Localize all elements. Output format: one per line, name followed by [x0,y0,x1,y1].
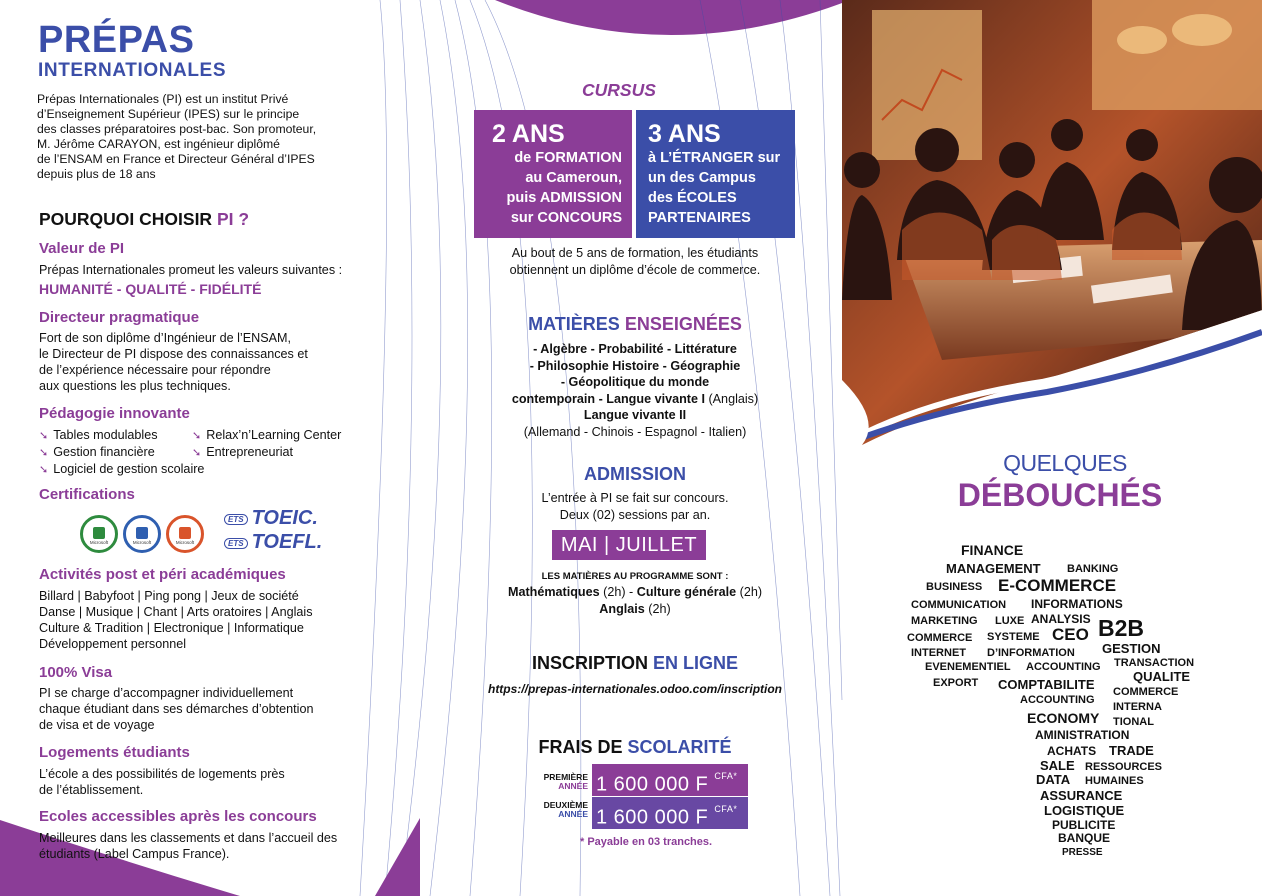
matiere-line: - Géopolitique du monde [560,375,710,389]
word-cloud-item: PUBLICITE [1052,818,1116,832]
programme-line [460,601,810,618]
programme-title: LES MATIÈRES AU PROGRAMME SONT : [541,571,729,582]
toeic-logo [224,507,318,530]
word-cloud-item: ASSURANCE [1040,788,1123,803]
debouches-title-1: QUELQUES [1003,450,1127,476]
logements-text [39,766,379,798]
box1-line: au Cameroun, [525,170,622,186]
word-cloud-item: INTERNA [1113,701,1162,713]
arrow-icon: ➘ [192,447,202,459]
directeur-text [39,330,359,394]
brand-title: PRÉPAS [38,19,195,61]
word-cloud-item: TIONAL [1113,716,1154,728]
word-cloud-item: DATA [1036,772,1071,787]
box2-line: à L’ÉTRANGER sur [648,150,781,166]
word-cloud-item: COMMERCE [907,632,973,644]
word-cloud-item: RESSOURCES [1085,761,1163,773]
toefl-logo [224,531,322,554]
cursus-box-3-ans [636,110,795,238]
word-cloud-item: EXPORT [933,677,979,689]
inscription-title-2: EN LIGNE [653,653,739,673]
cursus-note-line: Au bout de 5 ans de formation, les étudiants [511,246,759,260]
box1-line: de FORMATION [514,150,622,166]
badge-label: Microsoft [132,540,152,545]
debouches-title-2: DÉBOUCHÉS [957,477,1163,513]
ecoles-text [39,830,384,862]
fee-label-1: DEUXIÈME [543,800,588,810]
cursus-note-line: obtiennent un diplôme d’école de commerce. [509,262,761,277]
activites-line: Développement personnel [39,637,187,651]
powerpoint-icon [179,527,191,539]
arrow-icon: ➘ [39,430,49,442]
fee-amount-box [592,797,748,829]
directeur-title: Directeur pragmatique [39,309,200,326]
box1-line: sur CONCOURS [510,210,622,226]
fee-label-2: ANNÉE [558,809,588,819]
visa-line: PI se charge d’accompagner individuellement [39,686,294,700]
word-cloud-item: GESTION [1102,641,1161,656]
matiere-line [460,391,810,408]
box1-title: 2 ANS [492,120,565,148]
programme-subject: Anglais [599,601,645,616]
matieres-list [460,341,810,440]
visa-line: chaque étudiant dans ses démarches d’obtention [39,702,314,716]
directeur-line: Fort de son diplôme d’Ingénieur de l’ENSAM, [39,331,292,345]
directeur-line: le Directeur de PI dispose des connaissances et [39,347,308,361]
valeur-title: Valeur de PI [39,240,125,257]
intro-line: M. Jérôme CARAYON, est ingénieur diplômé [37,137,280,151]
pedagogie-item [192,444,341,461]
activites-text [39,588,379,652]
inscription-title [460,653,810,674]
matiere-line: Langue vivante II [583,408,687,422]
fee-currency: CFA* [714,771,738,781]
top-purple-arc [495,0,850,35]
matiere-line: - Algèbre - Probabilité - Littérature [533,342,737,356]
logements-title: Logements étudiants [39,744,190,761]
visa-line: de visa et de voyage [39,718,155,732]
fee-amount: 1 600 000 F [596,773,709,796]
word-cloud-item: LUXE [995,615,1025,627]
activites-line: Culture & Tradition | Electronique | Informatique [39,621,304,635]
intro-line: de l’ENSAM en France et Directeur Général d’IPES [37,152,315,166]
word-cloud-item: AMINISTRATION [1035,728,1130,742]
why-pi: PI ? [216,209,250,229]
word-cloud-item: ACCOUNTING [1020,694,1095,706]
intro-line: des classes préparatoires post-bac. Son promoteur, [37,122,317,136]
ets-logo: ETS [224,514,248,525]
word-cloud-item: ECONOMY [1027,710,1100,726]
pedagogie-item-label: Gestion financière [53,445,155,459]
logements-line: de l’établissement. [39,783,144,797]
word-cloud-item: BUSINESS [926,581,983,593]
students-photo-illustration [842,0,1262,445]
fee-label-1: PREMIÈRE [543,772,588,782]
word-cloud-item: BANQUE [1058,831,1111,845]
word-cloud-item: COMMUNICATION [911,599,1007,611]
pedagogie-col1 [39,427,204,478]
cursus-box-2-ans [474,110,632,238]
word-cloud-item: D’INFORMATION [987,647,1075,659]
microsoft-powerpoint-badge [166,515,204,553]
word-cloud-item: INTERNET [911,647,966,659]
word-cloud-item: SALE [1040,758,1075,773]
arrow-icon: ➘ [39,464,49,476]
badge-label: Microsoft [175,540,195,545]
ecoles-title: Ecoles accessibles après les concours [39,808,317,825]
admission-line: Deux (02) sessions par an. [559,507,711,522]
badge-label: Microsoft [89,540,109,545]
box1-line: puis ADMISSION [506,190,622,206]
admission-text [460,490,810,523]
pedagogie-item-label: Logiciel de gestion scolaire [53,462,205,476]
word-cloud-item: COMMERCE [1113,686,1179,698]
matieres-title [460,314,810,335]
valeur-text: Prépas Internationales promeut les valeurs suivantes : [39,263,343,277]
box2-lines [648,148,795,228]
cursus-note [460,245,810,278]
activites-line: Billard | Babyfoot | Ping pong | Jeux de société [39,589,299,603]
word-icon [136,527,148,539]
word-cloud-item: B2B [1098,615,1145,641]
word-cloud-item: ANALYSIS [1031,612,1091,626]
logements-line: L’école a des possibilités de logements près [39,767,285,781]
fee-label [530,773,588,791]
pedagogie-item [39,461,204,478]
word-cloud-item: ACCOUNTING [1026,661,1101,673]
pedagogie-item-label: Relax’n’Learning Center [206,428,342,442]
admission-line: L’entrée à PI se fait sur concours. [541,491,729,505]
toefl-text: TOEFL. [251,531,323,553]
matieres-title-2: ENSEIGNÉES [624,314,742,334]
fee-amount: 1 600 000 F [596,806,709,829]
directeur-line: de l’expérience nécessaire pour répondre [39,363,271,377]
word-cloud-item: TRANSACTION [1114,657,1195,669]
pedagogie-item [192,427,341,444]
directeur-line: aux questions les plus techniques. [39,379,231,393]
programme-duration: (2h) - [599,585,637,599]
pedagogie-item [39,444,204,461]
pedagogie-title: Pédagogie innovante [39,405,190,422]
inscription-title-1: INSCRIPTION [531,653,653,673]
word-cloud-item: COMPTABILITE [998,677,1095,692]
box2-line: un des Campus [648,170,756,186]
programme-subject: Mathématiques [507,585,600,599]
brand-subtitle: INTERNATIONALES [38,60,227,81]
word-cloud-item: INFORMATIONS [1031,597,1123,611]
ecoles-line: Meilleures dans les classements et dans l’accueil des [39,831,338,845]
matieres-title-1: MATIÈRES [528,314,625,334]
pedagogie-item-label: Tables modulables [53,428,158,442]
word-cloud-item: MARKETING [911,615,978,627]
programme-line [460,584,810,601]
word-cloud-item: HUMAINES [1085,775,1144,787]
microsoft-excel-badge [80,515,118,553]
toeic-text: TOEIC. [251,507,318,529]
activites-line: Danse | Musique | Chant | Arts oratoires | Anglais [39,605,313,619]
fee-amount-box [592,764,748,796]
word-cloud-item: QUALITE [1133,669,1191,684]
cursus-title: CURSUS [582,80,656,100]
box2-title: 3 ANS [648,120,721,148]
ecoles-line: étudiants (Label Campus France). [39,847,230,861]
word-cloud-item: ACHATS [1047,744,1097,758]
arrow-icon: ➘ [39,447,49,459]
matiere-line: - Philosophie Histoire - Géographie [529,358,741,373]
excel-icon [93,527,105,539]
intro-line: Prépas Internationales (PI) est un institut Privé [37,92,289,106]
students-photo [842,0,1262,445]
word-cloud-item: CEO [1052,625,1089,644]
programme-duration: (2h) [644,601,671,616]
intro-line: depuis plus de 18 ans [37,167,156,181]
box2-line: PARTENAIRES [648,210,751,226]
word-cloud-item: E-COMMERCE [998,576,1117,595]
pedagogie-col2 [192,427,341,461]
word-cloud-item: LOGISTIQUE [1044,803,1125,818]
word-cloud-item: FINANCE [961,542,1024,558]
word-cloud-item: BANKING [1067,563,1119,575]
box2-line: des ÉCOLES [648,190,737,206]
word-cloud-item: TRADE [1109,743,1154,758]
visa-text [39,685,379,733]
frais-title-1: FRAIS DE [538,737,628,757]
fee-label [530,801,588,819]
admission-title: ADMISSION [583,464,686,484]
programme-list [460,584,810,617]
admission-sessions-badge: MAI | JUILLET [552,530,706,560]
word-cloud-item: PRESSE [1062,847,1103,858]
ets-logo: ETS [224,538,248,549]
frais-title-2: SCOLARITÉ [627,737,732,757]
intro-text [37,92,377,182]
certifications-title: Certifications [39,486,135,503]
valeur-values: HUMANITÉ - QUALITÉ - FIDÉLITÉ [39,281,262,297]
programme-duration: (2h) [736,585,763,599]
matiere-line-main: contemporain - Langue vivante I [511,391,705,406]
frais-note: * Payable en 03 tranches. [580,836,713,848]
box1-lines [474,148,632,228]
pedagogie-item [39,427,204,444]
word-cloud-item: MANAGEMENT [946,561,1041,576]
word-cloud-item: EVENEMENTIEL [925,661,1011,673]
activites-title: Activités post et péri académiques [39,566,286,583]
matiere-langues: (Allemand - Chinois - Espagnol - Italien) [523,424,747,439]
intro-line: d’Enseignement Supérieur (IPES) sur le principe [37,107,300,121]
why-text: POURQUOI CHOISIR [39,209,217,229]
microsoft-word-badge [123,515,161,553]
fee-currency: CFA* [714,804,738,814]
inscription-link[interactable]: https://prepas-internationales.odoo.com/inscription [487,682,783,696]
visa-title: 100% Visa [39,664,113,681]
pedagogie-item-label: Entrepreneuriat [206,445,294,459]
word-cloud-item: SYSTEME [987,631,1040,643]
matiere-line-anglais: (Anglais) [704,391,759,406]
fee-label-2: ANNÉE [558,781,588,791]
frais-title [460,737,810,758]
programme-subject: Culture générale [636,585,737,599]
arrow-icon: ➘ [192,430,202,442]
why-heading [39,208,249,230]
